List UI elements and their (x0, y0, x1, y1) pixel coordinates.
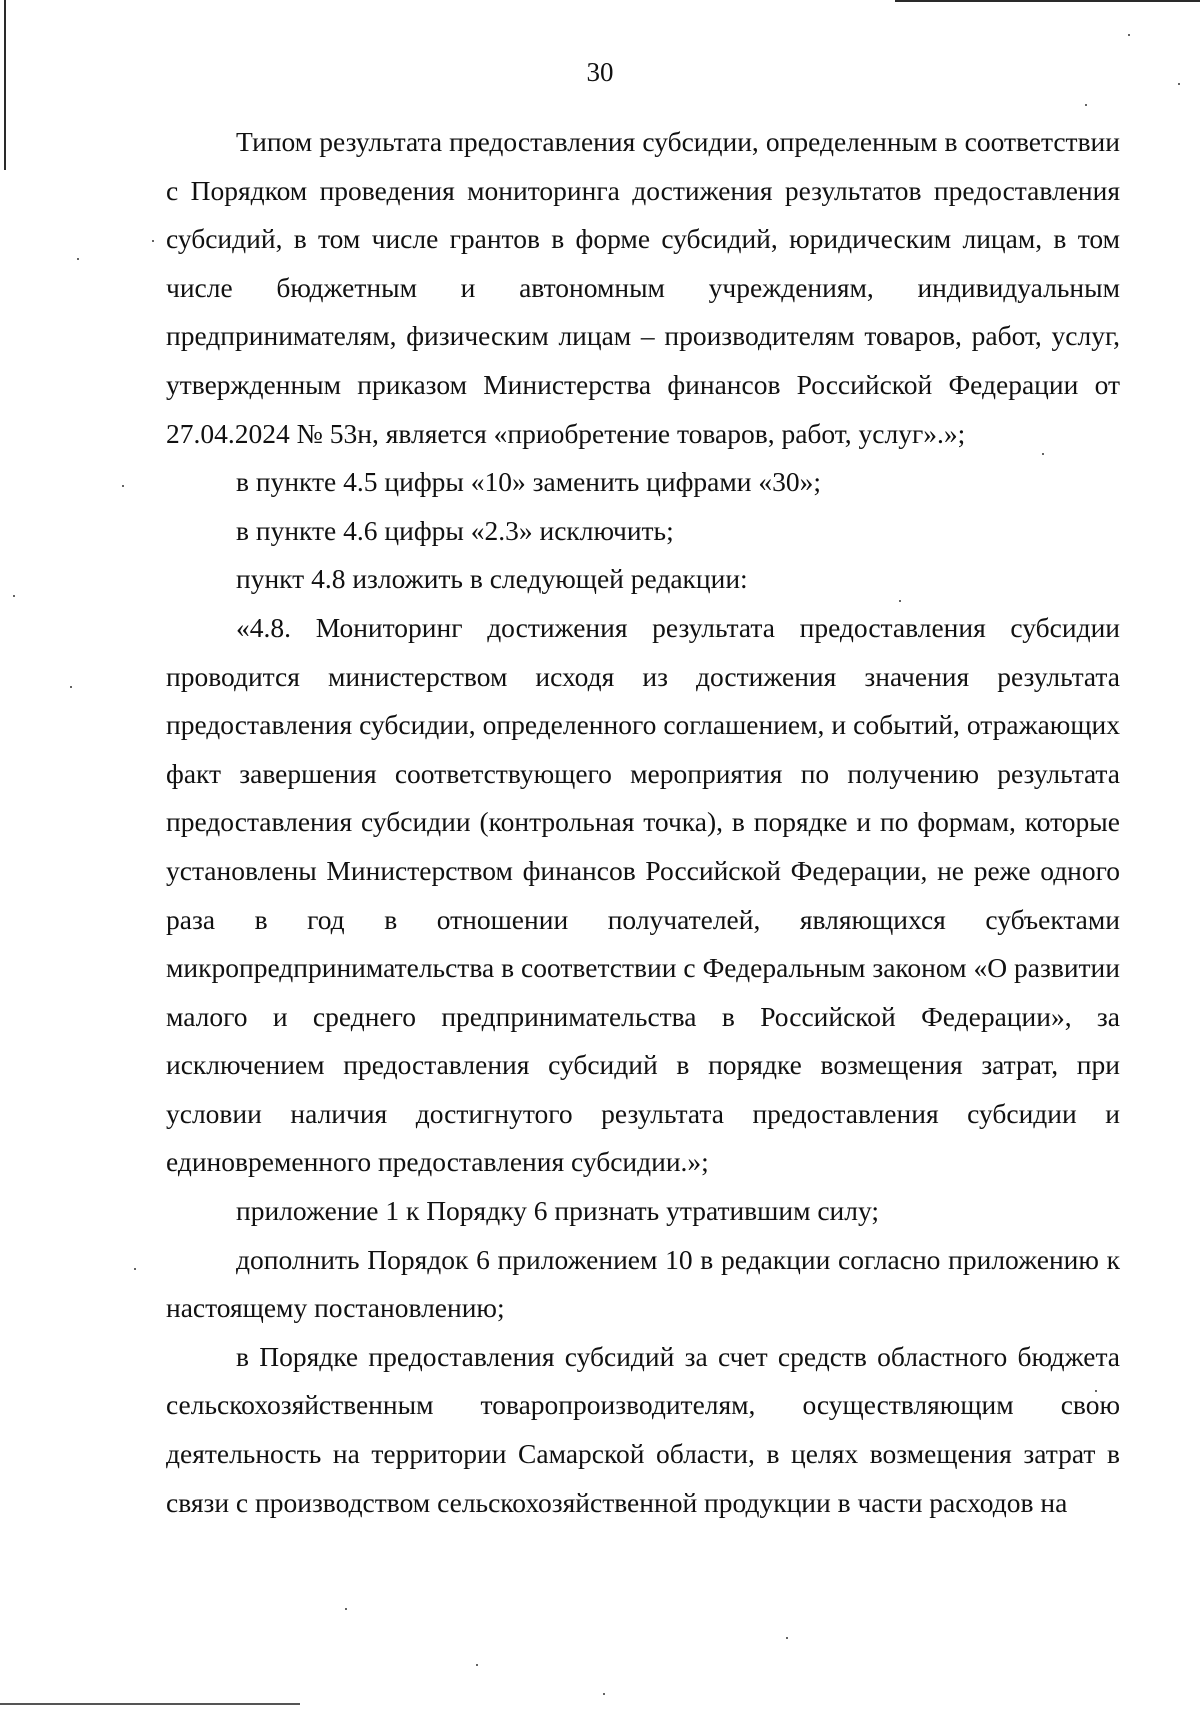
scan-speck (603, 1693, 605, 1695)
page-number: 30 (586, 57, 614, 87)
scan-speck (786, 1637, 788, 1639)
scan-speck (134, 1268, 136, 1270)
paragraph-item-4-8-text: «4.8. Мониторинг достижения результата предоставления субсидии проводится министерством исходя из достижения значения результата предоставления субсидии, определенного соглашением, и событий, отражающих факт завершения соответствующего мероприятия по получению результата предоставления субсидии (контрольная точка), в порядке и по формам, которые установлены Министерством финансов Российской Федерации, не реже одного раза в год в отношении получателей, являющихся субъектами микропредпринимательства в соответствии с Федеральным законом «О развитии малого и среднего предпринимательства в Российской Федерации», за исключением предоставления субсидий в порядке возмещения затрат, при условии наличия достигнутого результата предоставления субсидии и единовременного предоставления субсидии.»; (166, 611, 1120, 1178)
scan-speck (13, 595, 15, 597)
scan-edge-bottom (0, 1703, 300, 1705)
paragraph-item-4-8-intro: пункт 4.8 изложить в следующей редакции: (236, 563, 748, 595)
paragraph-subsidy-procedure: в Порядке предоставления субсидий за счет средств областного бюджета сельскохозяйственным товаропроизводителям, осуществляющим свою деятельность на территории Самарской области, в целях возмещения затрат в связи с производством сельскохозяйственной продукции в части расходов на (166, 1340, 1120, 1518)
paragraph-appendix-10: дополнить Порядок 6 приложением 10 в редакции согласно приложению к настоящему постановлению; (166, 1243, 1120, 1324)
document-body (166, 118, 1120, 1527)
scan-speck (345, 1608, 347, 1610)
paragraph-item-4-5: в пункте 4.5 цифры «10» заменить цифрами «30»; (236, 466, 822, 498)
scan-speck (70, 686, 72, 688)
scan-speck (77, 258, 79, 260)
scan-speck (152, 240, 154, 242)
paragraph-result-type: Типом результата предоставления субсидии, определенным в соответствии с Порядком проведения мониторинга достижения результатов предоставления субсидий, в том числе грантов в форме субсидий, юридическим лицам, в том числе бюджетным и автономным учреждениям, индивидуальным предпринимателям, физическим лицам – производителям товаров, работ, услуг, утвержденным приказом Министерства финансов Российской Федерации от 27.04.2024 № 53н, является «приобретение товаров, работ, услуг».»; (166, 126, 1120, 449)
scan-edge-top (895, 0, 1200, 2)
scan-speck (476, 1664, 478, 1666)
paragraph-item-4-6: в пункте 4.6 цифры «2.3» исключить; (236, 514, 674, 546)
scan-speck (122, 485, 124, 487)
scan-speck (1085, 104, 1087, 106)
scan-speck (1128, 34, 1130, 36)
paragraph-appendix-1: приложение 1 к Порядку 6 признать утратившим силу; (236, 1195, 880, 1227)
